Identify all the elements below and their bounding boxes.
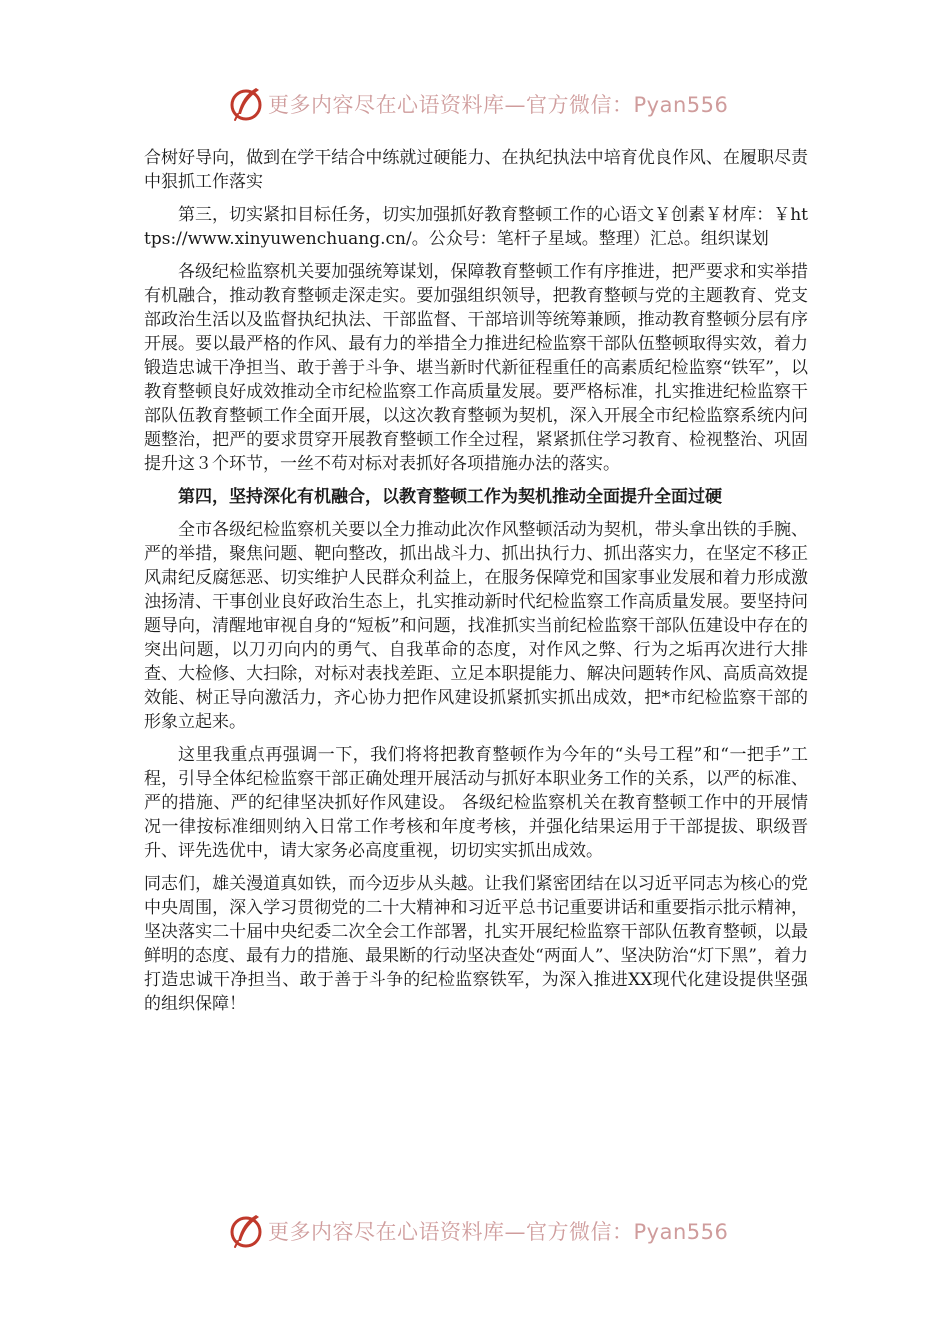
header-banner [0,84,950,124]
footer-banner-text: 更多内容尽在心语资料库—官方微信：Pyan556 [268,1220,729,1244]
paragraph-closing: 同志们，雄关漫道真如铁，而今迈步从头越。让我们紧密团结在以习近平同志为核心的党中央周围，深入学习贯彻党的二十大精神和习近平总书记重要讲话和重要指示批示精神，坚决落实二十届中央纪委二次全会工作部署，扎实开展纪检监察干部队伍教育整顿，以最鲜明的态度、最有力的措施、最果断的行动坚决查处“两面人”、坚决防治“灯下黑”，着力打造忠诚干净担当、敢于善于斗争的纪检监察铁军，为深入推进XX现代化建设提供坚强的组织保障！ [144,874,808,1014]
feather-pen-logo-icon [226,84,266,124]
footer-banner [0,1211,950,1251]
paragraph-emphasis: 这里我重点再强调一下，我们将将把教育整顿作为今年的“头号工程”和“一把手”工程，引导全体纪检监察干部正确处理开展活动与抓好本职业务工作的关系，以严的标准、严的措施、严的纪律坚决抓好作风建设。 各级纪检监察机关在教育整顿工作中的开展情况一律按标准细则纳入日常工作考核和年度考核，并强化结果运用于干部提拔、职级晋升、评先选优中，请大家务必高度重视，切切实实抓出成效。 [144,745,808,861]
header-banner-text: 更多内容尽在心语资料库—官方微信：Pyan556 [268,93,729,117]
paragraph-continuation: 合树好导向，做到在学干结合中练就过硬能力、在执纪执法中培育优良作风、在履职尽责中狠抓工作落实 [144,148,808,192]
document-body [144,146,808,1016]
paragraph-organization: 各级纪检监察机关要加强统筹谋划，保障教育整顿工作有序推进，把严要求和实举措有机融合，推动教育整顿走深走实。要加强组织领导，把教育整顿与党的主题教育、党支部政治生活以及监督执纪执法、干部监督、干部培训等统筹兼顾，推动教育整顿分层有序开展。要以最严格的作风、最有力的举措全力推进纪检监察干部队伍整顿取得实效，着力锻造忠诚干净担当、敢于善于斗争、堪当新时代新征程重任的高素质纪检监察“铁军”，以教育整顿良好成效推动全市纪检监察工作高质量发展。要严格标准，扎实推进纪检监察干部队伍教育整顿工作全面开展，以这次教育整顿为契机，深入开展全市纪检监察系统内问题整治，把严的要求贯穿开展教育整顿工作全过程，紧紧抓住学习教育、检视整治、巩固提升这３个环节，一丝不苟对标对表抓好各项措施办法的落实。 [144,262,808,474]
section-heading-third: 第三，切实紧扣目标任务，切实加强抓好教育整顿工作的心语文￥创素￥材库：￥https://www.xinyuwenchuang.cn/。公众号：笔杆子星域。整理）汇总。组织谋划 [144,205,808,249]
section-heading-fourth: 第四，坚持深化有机融合，以教育整顿工作为契机推动全面提升全面过硬 [178,487,722,507]
paragraph-integration: 全市各级纪检监察机关要以全力推动此次作风整顿活动为契机，带头拿出铁的手腕、严的举措，聚焦问题、靶向整改，抓出战斗力、抓出执行力、抓出落实力，在坚定不移正风肃纪反腐惩恶、切实维护人民群众利益上，在服务保障党和国家事业发展和着力形成激浊扬清、干事创业良好政治生态上，扎实推动新时代纪检监察工作高质量发展。要坚持问题导向，清醒地审视自身的“短板”和问题，找准抓实当前纪检监察干部队伍建设中存在的突出问题，以刀刃向内的勇气、自我革命的态度，对作风之弊、行为之垢再次进行大排查、大检修、大扫除，对标对表找差距、立足本职提能力、解决问题转作风、高质高效提效能、树正导向激活力，齐心协力把作风建设抓紧抓实抓出成效，把*市纪检监察干部的形象立起来。 [144,520,808,732]
feather-pen-logo-icon [226,1211,266,1251]
